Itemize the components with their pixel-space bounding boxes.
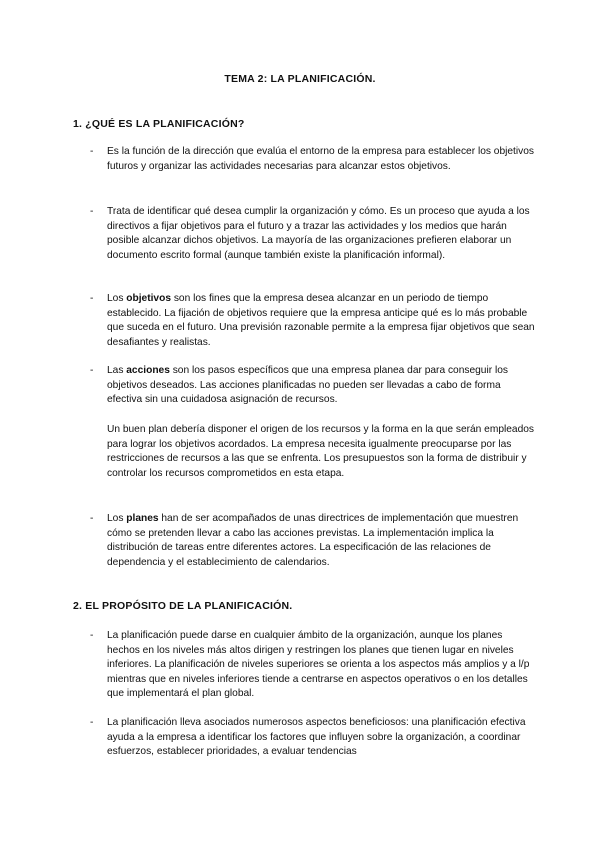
item-5-prefix: Los [107, 513, 127, 524]
bullet-dash: - [90, 365, 94, 376]
section-1-item-5 [107, 512, 535, 570]
term-acciones: acciones [126, 365, 170, 376]
item-5-text: han de ser acompañados de unas directrices de implementación que muestren cómo se pretenden llevar a cabo las acciones previstas. La implementación implica la distribución de tareas entre diferentes actores. La especificación de las relaciones de dependencia y el establecimiento de calendarios. [107, 513, 519, 568]
section-1-heading: 1. ¿QUÉ ES LA PLANIFICACIÓN? [73, 118, 245, 130]
bullet-dash: - [90, 717, 94, 728]
section-1-item-4 [107, 364, 535, 408]
bullet-dash: - [90, 146, 94, 157]
term-objetivos: objetivos [126, 293, 171, 304]
section-1-item-1: Es la función de la dirección que evalúa el entorno de la empresa para establecer los objetivos futuros y organizar las actividades necesarias para alcanzar estos objetivos. [107, 146, 535, 172]
section-1-item-4-continuation: Un buen plan debería disponer el origen de los recursos y la forma en la que serán empleados para lograr los objetivos acordados. La empresa necesita igualmente preocuparse por las restricciones de recursos a las que se enfrenta. Los presupuestos son la forma de distribuir y controlar los recursos comprometidos en esta etapa. [107, 424, 535, 479]
item-4-text: son los pasos específicos que una empresa planea dar para conseguir los objetivos deseados. Las acciones planificadas no pueden ser llevadas a cabo de forma efectiva sin una cuidadosa asignación de recursos. [107, 365, 508, 405]
item-3-prefix: Los [107, 293, 127, 304]
bullet-dash: - [90, 513, 94, 524]
section-2-heading: 2. EL PROPÓSITO DE LA PLANIFICACIÓN. [73, 600, 293, 612]
bullet-dash: - [90, 630, 94, 641]
section-2-item-2: La planificación lleva asociados numerosos aspectos beneficiosos: una planificación efectiva ayuda a la empresa a identificar los factores que influyen sobre la organización, a coordinar esfuerzos, establecer prioridades, a evaluar tendencias [107, 717, 526, 757]
bullet-dash: - [90, 293, 94, 304]
section-1-item-2: Trata de identificar qué desea cumplir la organización y cómo. Es un proceso que ayuda a los directivos a fijar objetivos para el futuro y a trazar las actividades y los medios que harán posible alcanzar dichos objetivos. La mayoría de las organizaciones prefieren elaborar un documento escrito formal (aunque también existe la planificación informal). [107, 206, 530, 261]
document-title: TEMA 2: LA PLANIFICACIÓN. [224, 73, 376, 85]
section-2-item-1: La planificación puede darse en cualquier ámbito de la organización, aunque los planes hechos en los niveles más altos dirigen y restringen los planes que tienen lugar en niveles inferiores. La planificación de niveles superiores se orienta a los aspectos más amplios y a l/p mientras que en niveles inferiores tiende a centrarse en aspectos operativos o en los detalles que implementará el plan global. [107, 630, 530, 699]
bullet-dash: - [90, 206, 94, 217]
section-1-item-3 [107, 292, 535, 350]
item-3-text: son los fines que la empresa desea alcanzar en un periodo de tiempo establecido. La fijación de objetivos requiere que la empresa anticipe qué es lo más probable que suceda en el futuro. Una previsión razonable permite a la empresa fijar objetivos que sean desafiantes y realistas. [107, 293, 535, 348]
term-planes: planes [126, 513, 159, 524]
item-4-prefix: Las [107, 365, 127, 376]
